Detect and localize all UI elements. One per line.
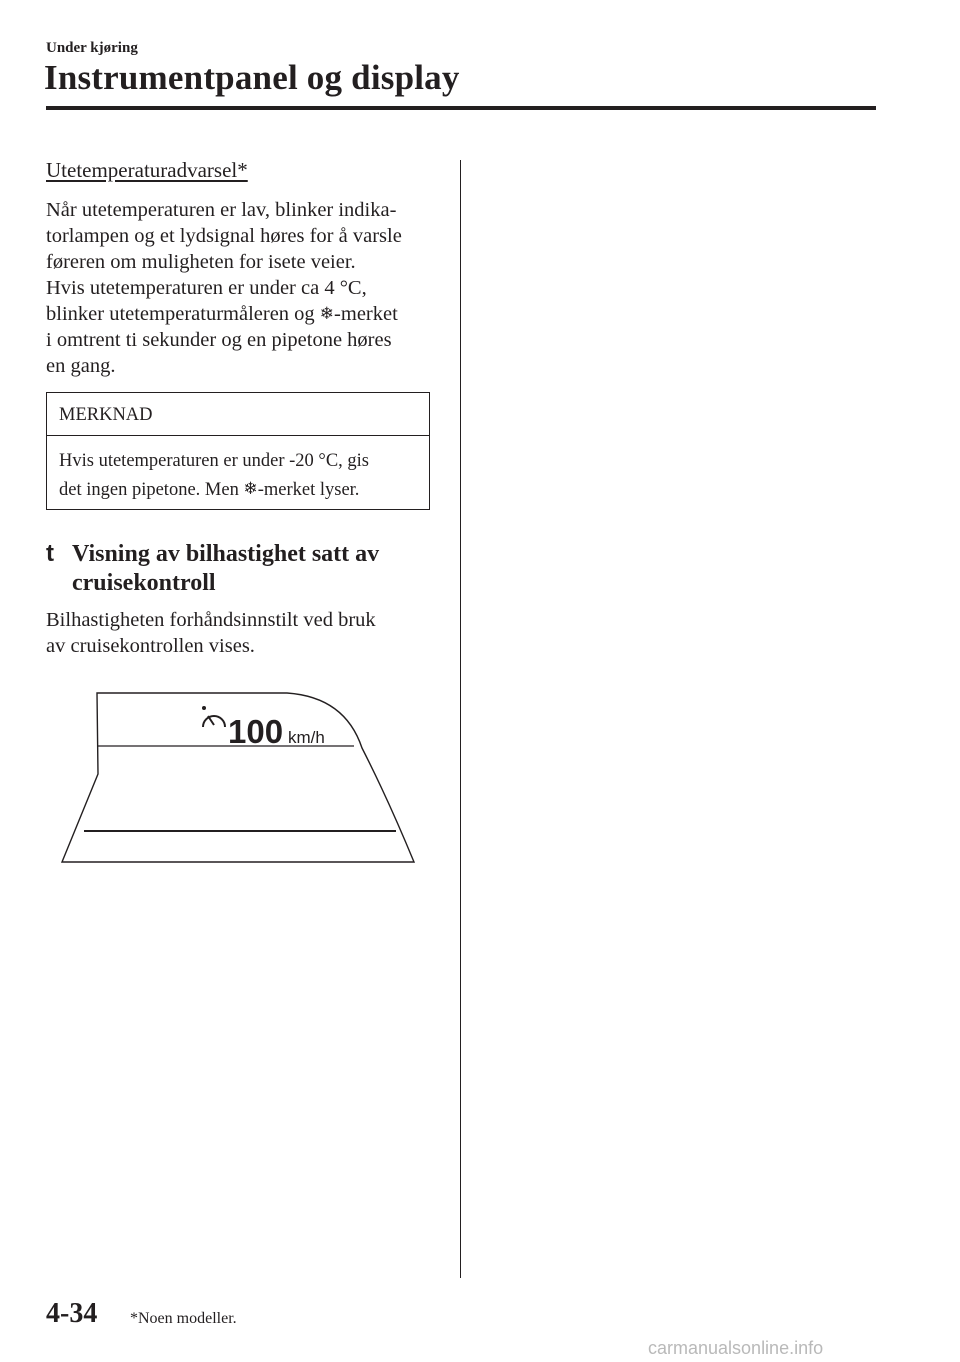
paragraph-line-part: -merket bbox=[334, 303, 398, 325]
paragraph-line: en gang. bbox=[46, 355, 116, 377]
watermark: carmanualsonline.info bbox=[648, 1338, 824, 1358]
heading-line: Visning av bilhastighet satt av bbox=[72, 541, 380, 567]
column-divider bbox=[460, 160, 461, 1278]
note-box bbox=[46, 392, 430, 510]
note-line-part: -merket lyser. bbox=[257, 480, 360, 500]
warning-subheading: Utetemperaturadvarsel* bbox=[46, 158, 248, 182]
note-line bbox=[59, 475, 369, 504]
snowflake-icon: ❄ bbox=[243, 479, 258, 499]
warning-paragraph bbox=[46, 197, 456, 379]
footnote: *Noen modeller. bbox=[130, 1310, 237, 1327]
set-speed-value: 100 bbox=[228, 713, 284, 750]
note-heading: MERKNAD bbox=[59, 405, 153, 425]
heading-line: cruisekontroll bbox=[72, 570, 216, 596]
paragraph-line-part: blinker utetemperaturmåleren og bbox=[46, 303, 320, 325]
paragraph-line: av cruisekontrollen vises. bbox=[46, 635, 255, 657]
paragraph-line: føreren om muligheten for isete veier. bbox=[46, 251, 356, 273]
note-line: Hvis utetemperaturen er under -20 °C, gis bbox=[59, 451, 369, 471]
instrument-display-illustration bbox=[40, 680, 430, 880]
paragraph-line: Bilhastigheten forhåndsinnstilt ved bruk bbox=[46, 609, 376, 631]
chapter-title: Instrumentpanel og display bbox=[44, 58, 460, 97]
section-bullet: t bbox=[46, 540, 54, 567]
paragraph-line: torlampen og et lydsignal høres for å varsle bbox=[46, 225, 402, 247]
paragraph-line: Når utetemperaturen er lav, blinker indika- bbox=[46, 199, 397, 221]
note-body bbox=[59, 447, 369, 504]
paragraph-line: i omtrent ti sekunder og en pipetone høres bbox=[46, 329, 392, 351]
cruise-paragraph bbox=[46, 607, 456, 659]
page-number: 4-34 bbox=[46, 1298, 98, 1329]
paragraph-line: Hvis utetemperaturen er under ca 4 °C, bbox=[46, 277, 367, 299]
snowflake-icon: ❄ bbox=[319, 304, 335, 324]
note-line-part: det ingen pipetone. Men bbox=[59, 480, 244, 500]
title-rule bbox=[46, 106, 876, 110]
cruise-heading bbox=[72, 540, 379, 598]
note-divider bbox=[47, 435, 429, 436]
speed-unit: km/h bbox=[288, 728, 325, 747]
section-label: Under kjøring bbox=[46, 40, 138, 56]
paragraph-line bbox=[46, 301, 456, 327]
